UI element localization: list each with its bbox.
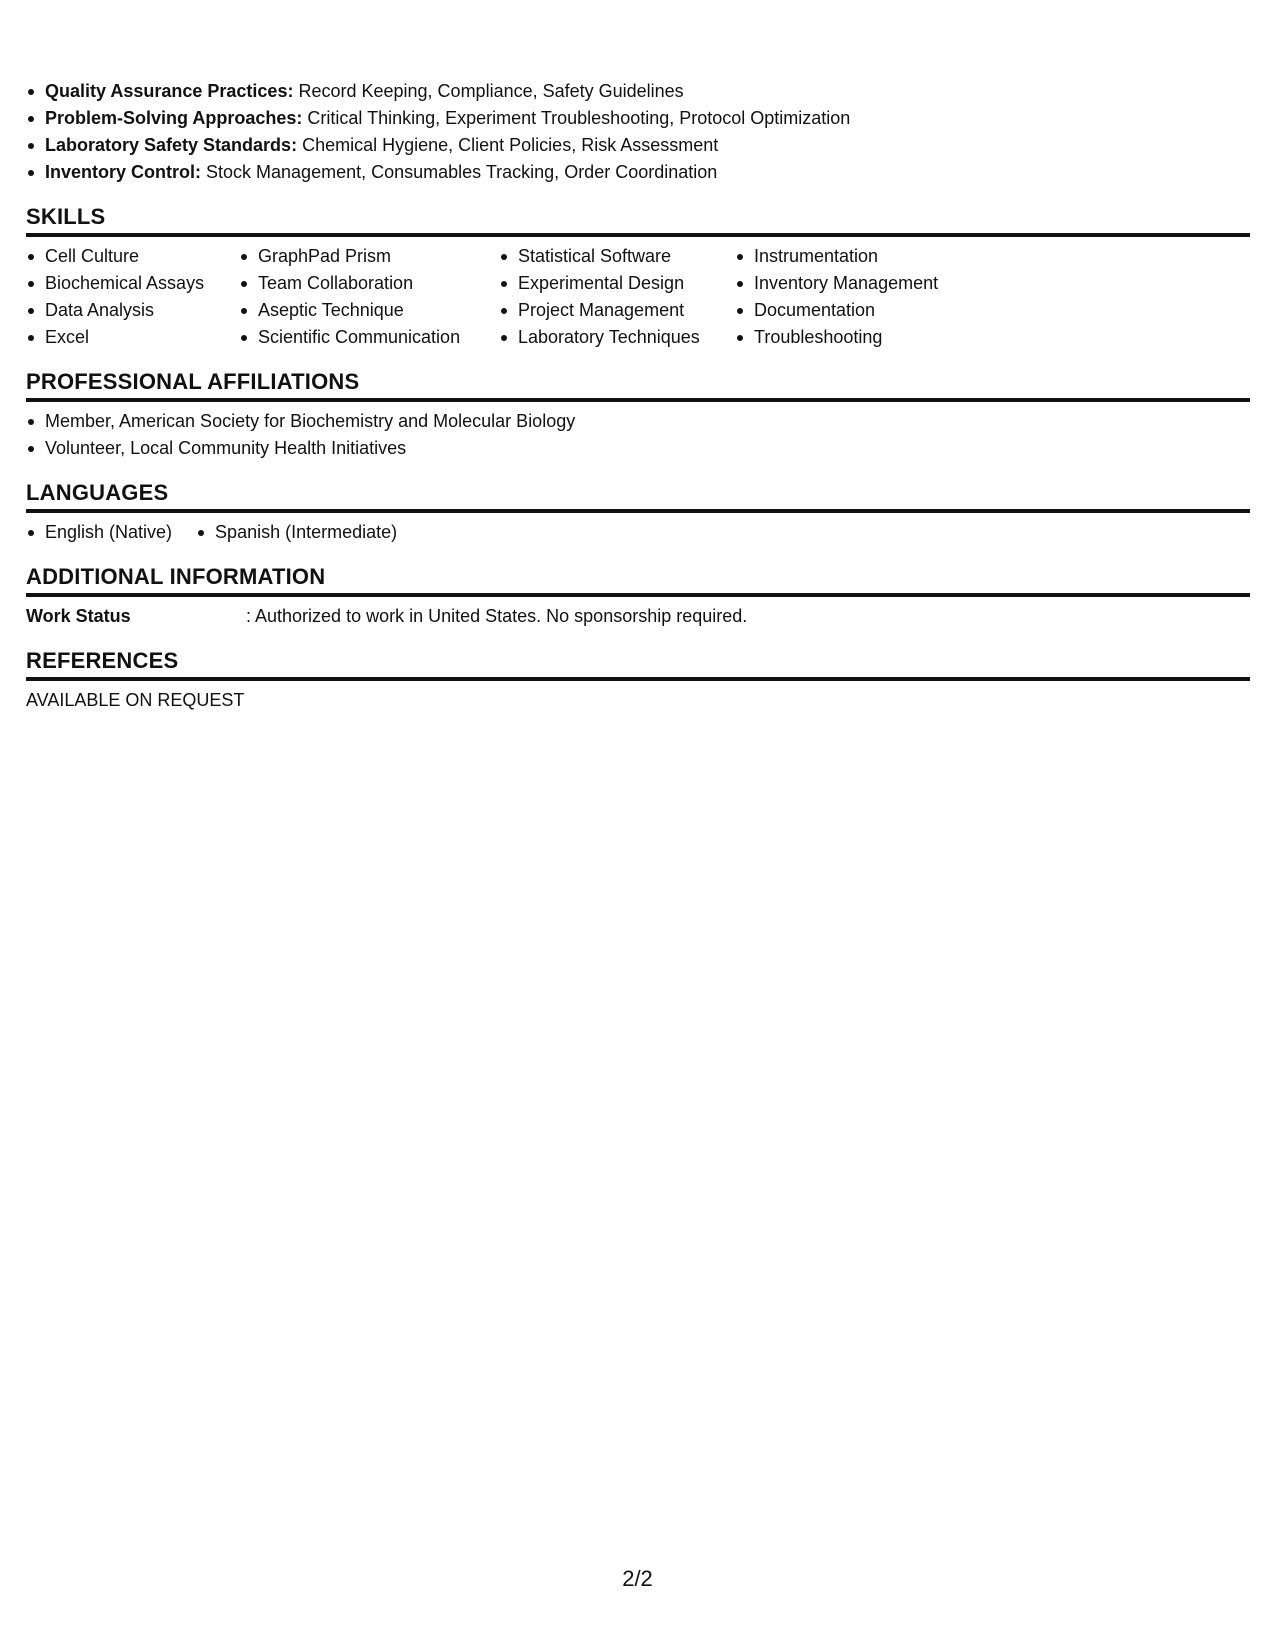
list-item: [26, 159, 1250, 186]
list-item-term: Laboratory Safety Standards:: [45, 135, 298, 155]
section-heading: PROFESSIONAL AFFILIATIONS: [26, 369, 1250, 402]
list-item-term: Inventory Control:: [45, 162, 201, 182]
skills-column: [735, 243, 1035, 351]
list-item-text: Stock Management, Consumables Tracking, Order Coordination: [206, 162, 718, 182]
affiliations-section: [26, 369, 1250, 462]
skill-item: Team Collaboration: [239, 270, 499, 297]
list-item: [26, 78, 1250, 105]
work-status-label: Work Status: [26, 606, 131, 626]
section-heading: REFERENCES: [26, 648, 1250, 681]
references-section: [26, 648, 1250, 714]
work-status-value: : Authorized to work in United States. No sponsorship required.: [246, 606, 748, 626]
affiliations-list: [26, 408, 1250, 462]
skills-column: [499, 243, 735, 351]
page-number: 2/2: [622, 1566, 653, 1591]
list-item: [26, 105, 1250, 132]
skill-item: Aseptic Technique: [239, 297, 499, 324]
skills-column: [26, 243, 239, 351]
skill-item: GraphPad Prism: [239, 243, 499, 270]
list-item-term: Quality Assurance Practices:: [45, 81, 294, 101]
section-heading: ADDITIONAL INFORMATION: [26, 564, 1250, 597]
skill-item: Project Management: [499, 297, 735, 324]
list-item-text: Critical Thinking, Experiment Troubleshooting, Protocol Optimization: [307, 108, 851, 128]
competencies-list: [26, 78, 1250, 186]
language-item: English (Native): [26, 519, 172, 546]
resume-page: [26, 78, 1250, 714]
list-item-term: Problem-Solving Approaches:: [45, 108, 303, 128]
skill-item: Experimental Design: [499, 270, 735, 297]
list-item: [26, 132, 1250, 159]
languages-section: [26, 480, 1250, 546]
skill-item: Troubleshooting: [735, 324, 1035, 351]
list-item: Member, American Society for Biochemistry and Molecular Biology: [26, 408, 1250, 435]
skill-item: Documentation: [735, 297, 1035, 324]
skill-item: Instrumentation: [735, 243, 1035, 270]
work-status-row: [26, 603, 1250, 630]
additional-info-section: [26, 564, 1250, 630]
skill-item: Cell Culture: [26, 243, 239, 270]
list-item-text: Record Keeping, Compliance, Safety Guidelines: [298, 81, 684, 101]
skill-item: Inventory Management: [735, 270, 1035, 297]
references-text: AVAILABLE ON REQUEST: [26, 690, 245, 710]
skill-item: Laboratory Techniques: [499, 324, 735, 351]
skill-item: Statistical Software: [499, 243, 735, 270]
skills-column: [239, 243, 499, 351]
list-item: Volunteer, Local Community Health Initiatives: [26, 435, 1250, 462]
skills-grid: [26, 243, 1250, 351]
language-item: Spanish (Intermediate): [196, 519, 397, 546]
section-heading: LANGUAGES: [26, 480, 1250, 513]
list-item-text: Chemical Hygiene, Client Policies, Risk Assessment: [302, 135, 719, 155]
skill-item: Data Analysis: [26, 297, 239, 324]
skill-item: Scientific Communication: [239, 324, 499, 351]
section-heading: SKILLS: [26, 204, 1250, 237]
skills-section: [26, 204, 1250, 351]
skill-item: Excel: [26, 324, 239, 351]
languages-list: [26, 519, 1250, 546]
skill-item: Biochemical Assays: [26, 270, 239, 297]
